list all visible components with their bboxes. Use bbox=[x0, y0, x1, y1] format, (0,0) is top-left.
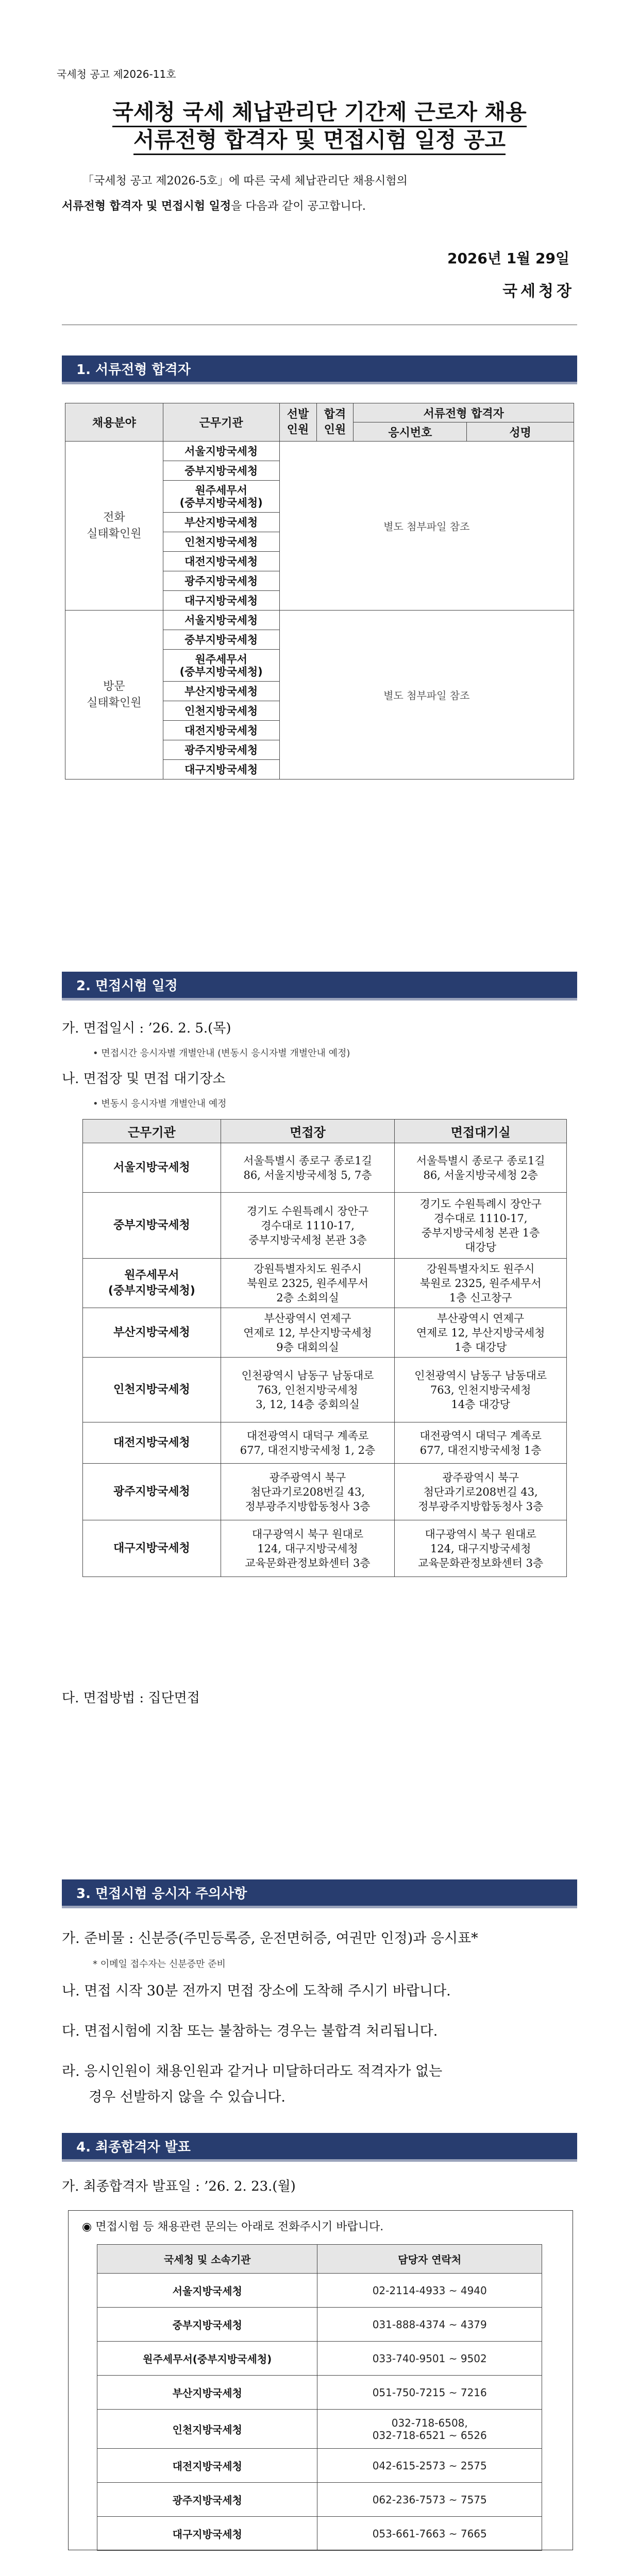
field-phone: 전화 실태확인원 bbox=[65, 442, 163, 611]
phone-cell: 032-718-6508, 032-718-6521 ~ 6526 bbox=[317, 2410, 542, 2449]
col-result: 서류전형 합격자 bbox=[354, 403, 574, 422]
venue-cell: 대구광역시 북구 원대로 124, 대구지방국세청 교육문화관정보화센터 3층 bbox=[221, 1520, 395, 1577]
office-cell: 인천지방국세청 bbox=[163, 532, 279, 552]
signer: 국세청장 bbox=[502, 282, 575, 300]
office-cell: 서울지방국세청 bbox=[97, 2274, 317, 2308]
caution-arrival: 나. 면접 시작 30분 전까지 면접 장소에 도착해 주시기 바랍니다. bbox=[62, 1983, 451, 1999]
venue-cell: 경기도 수원특례시 장안구 경수대로 1110-17, 중부지방국세청 본관 3층 bbox=[221, 1193, 395, 1259]
wait-cell: 서울특별시 종로구 종로1길 86, 서울지방국세청 2층 bbox=[395, 1143, 567, 1193]
office-cell: 인천지방국세청 bbox=[83, 1358, 221, 1422]
office-cell: 광주지방국세청 bbox=[97, 2483, 317, 2517]
phone-cell: 031-888-4374 ~ 4379 bbox=[317, 2308, 542, 2342]
office-cell: 부산지방국세청 bbox=[163, 513, 279, 532]
col-contact: 담당자 연락처 bbox=[317, 2245, 542, 2274]
col-office: 근무기관 bbox=[163, 403, 279, 442]
wait-cell: 대구광역시 북구 원대로 124, 대구지방국세청 교육문화관정보화센터 3층 bbox=[395, 1520, 567, 1577]
wait-cell: 강원특별자치도 원주시 북원로 2325, 원주세무서 1층 신고창구 bbox=[395, 1259, 567, 1308]
col-wait: 면접대기실 bbox=[395, 1120, 567, 1143]
venue-cell: 서울특별시 종로구 종로1길 86, 서울지방국세청 5, 7층 bbox=[221, 1143, 395, 1193]
phone-cell: 033-740-9501 ~ 9502 bbox=[317, 2342, 542, 2376]
col-venue: 면접장 bbox=[221, 1120, 395, 1143]
caution-prep-note: * 이메일 접수자는 신분증만 준비 bbox=[93, 1959, 226, 1970]
section1-table bbox=[65, 403, 574, 779]
office-cell: 광주지방국세청 bbox=[163, 571, 279, 591]
office-cell: 대구지방국세청 bbox=[163, 760, 279, 779]
office-cell: 부산지방국세청 bbox=[83, 1308, 221, 1358]
caution-selection: 라. 응시인원이 채용인원과 같거나 미달하더라도 적격자가 없는 경우 선발하지 않을 수 있습니다. bbox=[62, 2063, 443, 2105]
page-title-line2: 서류전형 합격자 및 면접시험 일정 공고 bbox=[52, 127, 587, 154]
wait-cell: 인천광역시 남동구 남동대로 763, 인천지방국세청 14층 대강당 bbox=[395, 1358, 567, 1422]
phone-cell: 053-661-7663 ~ 7665 bbox=[317, 2517, 542, 2551]
office-cell: 광주지방국세청 bbox=[163, 740, 279, 760]
wait-cell: 부산광역시 연제구 연제로 12, 부산지방국세청 1층 대강당 bbox=[395, 1308, 567, 1358]
office-cell: 원주세무서 (중부지방국세청) bbox=[163, 650, 279, 682]
col-office: 근무기관 bbox=[83, 1120, 221, 1143]
contact-note: ◉ 면접시험 등 채용관련 문의는 아래로 전화주시기 바랍니다. bbox=[82, 2221, 384, 2233]
venue-cell: 인천광역시 남동구 남동대로 763, 인천지방국세청 3, 12, 14층 중회의실 bbox=[221, 1358, 395, 1422]
phone-cell: 051-750-7215 ~ 7216 bbox=[317, 2376, 542, 2410]
office-cell: 대구지방국세청 bbox=[163, 591, 279, 611]
office-cell: 인천지방국세청 bbox=[97, 2410, 317, 2449]
venue-cell: 강원특별자치도 원주시 북원로 2325, 원주세무서 2층 소회의실 bbox=[221, 1259, 395, 1308]
interview-date-note: • 면접시간 응시자별 개별안내 (변동시 응시자별 개별안내 예정) bbox=[93, 1048, 350, 1059]
caution-absence: 다. 면접시험에 지참 또는 불참하는 경우는 불합격 처리됩니다. bbox=[62, 2023, 438, 2039]
col-app-no: 응시번호 bbox=[354, 422, 467, 442]
final-announce-date: 가. 최종합격자 발표일 : ’26. 2. 23.(월) bbox=[62, 2179, 296, 2194]
section1-header: 1. 서류전형 합격자 bbox=[62, 355, 577, 384]
venue-cell: 부산광역시 연제구 연제로 12, 부산지방국세청 9층 대회의실 bbox=[221, 1308, 395, 1358]
field-visit: 방문 실태확인원 bbox=[65, 611, 163, 779]
venue-cell: 대전광역시 대덕구 계족로 677, 대전지방국세청 1, 2층 bbox=[221, 1422, 395, 1464]
office-cell: 중부지방국세청 bbox=[83, 1193, 221, 1259]
office-cell: 인천지방국세청 bbox=[163, 701, 279, 721]
col-office: 국세청 및 소속기관 bbox=[97, 2245, 317, 2274]
office-cell: 중부지방국세청 bbox=[163, 630, 279, 650]
col-planned: 선발 인원 bbox=[279, 403, 316, 442]
office-cell: 부산지방국세청 bbox=[97, 2376, 317, 2410]
wait-cell: 경기도 수원특례시 장안구 경수대로 1110-17, 중부지방국세청 본관 1층 대강당 bbox=[395, 1193, 567, 1259]
phone-cell: 062-236-7573 ~ 7575 bbox=[317, 2483, 542, 2517]
section4-header: 4. 최종합격자 발표 bbox=[62, 2133, 577, 2162]
col-passed: 합격 인원 bbox=[316, 403, 354, 442]
col-name: 성명 bbox=[467, 422, 574, 442]
office-cell: 광주지방국세청 bbox=[83, 1464, 221, 1520]
reference-note: 별도 첨부파일 참조 bbox=[279, 611, 574, 779]
interview-date: 가. 면접일시 : ’26. 2. 5.(목) bbox=[62, 1021, 231, 1036]
interview-venue-label: 나. 면접장 및 면접 대기장소 bbox=[62, 1071, 226, 1087]
wait-cell: 광주광역시 북구 첨단과기로208번길 43, 정부광주지방합동청사 3층 bbox=[395, 1464, 567, 1520]
office-cell: 서울지방국세청 bbox=[163, 611, 279, 630]
interview-venue-table bbox=[82, 1119, 567, 1577]
phone-cell: 02-2114-4933 ~ 4940 bbox=[317, 2274, 542, 2308]
section3-header: 3. 면접시험 응시자 주의사항 bbox=[62, 1879, 577, 1908]
office-cell: 중부지방국세청 bbox=[97, 2308, 317, 2342]
office-cell: 대전지방국세청 bbox=[163, 721, 279, 740]
col-field: 채용분야 bbox=[65, 403, 163, 442]
phone-cell: 042-615-2573 ~ 2575 bbox=[317, 2449, 542, 2483]
office-cell: 부산지방국세청 bbox=[163, 682, 279, 701]
office-cell: 대구지방국세청 bbox=[83, 1520, 221, 1577]
office-cell: 원주세무서 (중부지방국세청) bbox=[163, 481, 279, 513]
wait-cell: 대전광역시 대덕구 계족로 677, 대전지방국세청 1층 bbox=[395, 1422, 567, 1464]
office-cell: 서울지방국세청 bbox=[163, 442, 279, 461]
venue-cell: 광주광역시 북구 첨단과기로208번길 43, 정부광주지방합동청사 3층 bbox=[221, 1464, 395, 1520]
office-cell: 대전지방국세청 bbox=[163, 552, 279, 571]
office-cell: 중부지방국세청 bbox=[163, 461, 279, 481]
office-cell: 대전지방국세청 bbox=[97, 2449, 317, 2483]
section2-header: 2. 면접시험 일정 bbox=[62, 972, 577, 1001]
office-cell: 대구지방국세청 bbox=[97, 2517, 317, 2551]
interview-venue-note: • 변동시 응시자별 개별안내 예정 bbox=[93, 1098, 227, 1109]
interview-method: 다. 면접방법 : 집단면접 bbox=[62, 1690, 200, 1706]
office-cell: 서울지방국세청 bbox=[83, 1143, 221, 1193]
intro-text: 「국세청 공고 제2026-5호」에 따른 국세 체납관리단 채용시험의 서류전형 합격자 및 면접시험 일정을 다음과 같이 공고합니다. bbox=[62, 175, 408, 213]
notice-date: 2026년 1월 29일 bbox=[447, 250, 569, 267]
office-cell: 원주세무서(중부지방국세청) bbox=[97, 2342, 317, 2376]
reference-note: 별도 첨부파일 참조 bbox=[279, 442, 574, 611]
caution-prep: 가. 준비물 : 신분증(주민등록증, 운전면허증, 여권만 인정)과 응시표* bbox=[62, 1930, 478, 1946]
contact-table bbox=[97, 2244, 542, 2551]
office-cell: 대전지방국세청 bbox=[83, 1422, 221, 1464]
office-cell: 원주세무서 (중부지방국세청) bbox=[83, 1259, 221, 1308]
page-title-line1: 국세청 국세 체납관리단 기간제 근로자 채용 bbox=[52, 99, 587, 126]
notice-number: 국세청 공고 제2026-11호 bbox=[57, 68, 176, 80]
